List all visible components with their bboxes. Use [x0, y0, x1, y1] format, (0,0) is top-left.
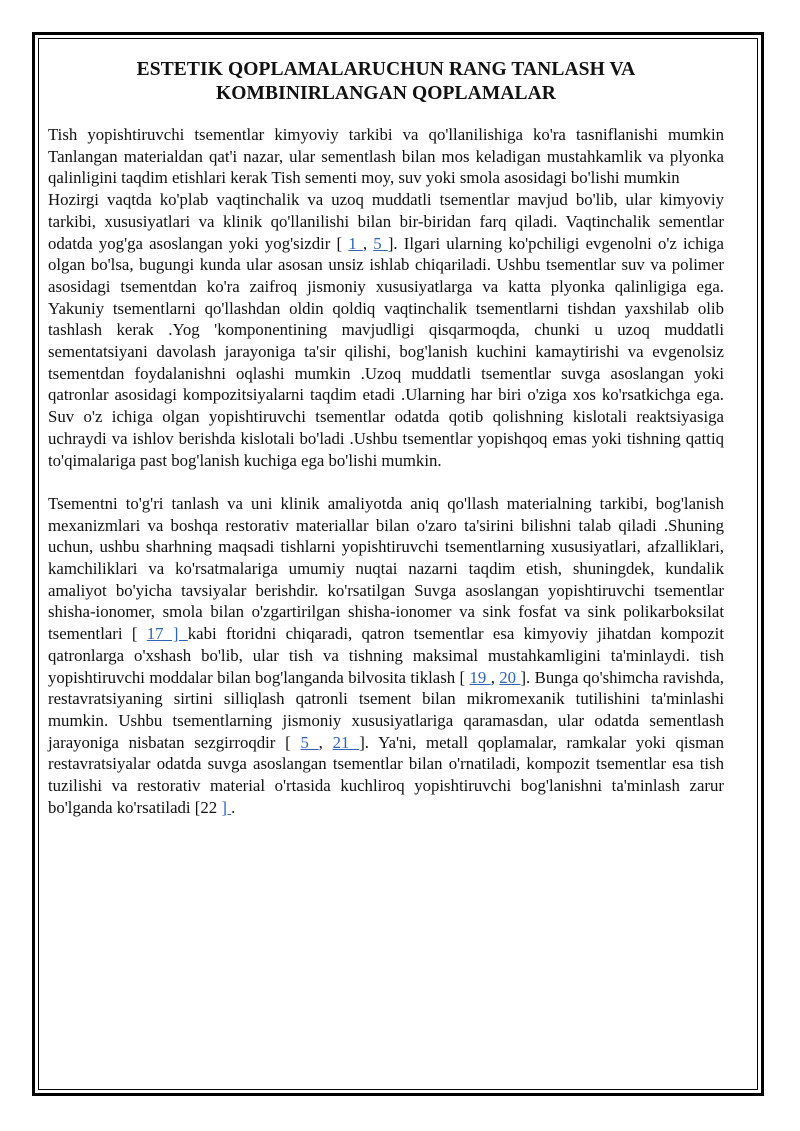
paragraph-3-text: Tsementni to'g'ri tanlash va uni klinik amaliyotda aniq qo'llash materialning tarkibi, bog'lanish mexanizmlari va boshqa restorativ materiallar bilan o'zaro ta'sirini bilishni talab qiladi .Shuning uchun, ushbu sharhning maqsadi tishlarni yopishtiruvchi tsementlarning xususiyatlari, afzalliklari, kamchiliklari va ko'rsatmalariga umumiy nuqtai nazarni taqdim etish, shuningdek, kundalik amaliyot bo'yicha tavsiyalar berishdir. ko'rsatilgan Suvga asoslangan yopishtiruvchi tsementlar shisha-ionomer, smola bilan o'zgartirilgan shisha-ionomer va sink fosfat va sink polikarboksilat tsementlari [	[48, 493, 724, 644]
citation-link[interactable]: 21	[332, 732, 360, 752]
title-line-1: ESTETIK QOPLAMALARUCHUN RANG TANLASH VA	[136, 59, 636, 80]
paragraph-2-text: ,	[362, 233, 374, 253]
paragraph-3-text: ,	[490, 667, 500, 687]
document-body	[48, 58, 724, 818]
document-title	[48, 58, 724, 106]
paragraph-3	[48, 493, 724, 819]
citation-link[interactable]: 19	[469, 667, 491, 687]
paragraph-3-text: .	[231, 797, 236, 817]
citation-link[interactable]: 5	[300, 732, 319, 752]
citation-link[interactable]: 20	[499, 667, 521, 687]
paragraph-3-text: kabi ftoridni chiqaradi, qatron tsementlar esa kimyoviy jihatdan kompozit qatronlarga o'xshash bo'lib, ular tish va tishning maksimal mustahkamligini ta'minlaydi. tish yopishtiruvchi moddalar bilan bog'langanda bilvosita tiklash [	[48, 624, 724, 687]
citation-link[interactable]: ]	[221, 797, 232, 817]
paragraph-3-text: ]. Bunga qo'shimcha ravishda, restavratsiyaning sirtini silliqlash qatronli tsement bilan mikromexanik tutilishini ta'minlashi mumkin. Ushbu tsementlarning jismoniy xususiyatlariga qaramasdan, ular odatda sementlash jarayoniga nisbatan sezgirroqdir [	[48, 667, 724, 752]
paragraph-2-text: ]. Ilgari ularning ko'pchiligi evgenolni o'z ichiga olgan bo'lsa, bugungi kunda ular asosan unsiz ishlab chiqariladi. Ushbu tsementlar suv va polimer asosidagi tsementdan ko'ra zaifroq jismoniy xususiyatlarga va katta plyonka qalinligiga ega. Yakuniy tsementlarni qo'llashdan oldin qoldiq vaqtinchalik tsementlarni tishdan yaxshilab olib tashlash kerak .Yog 'komponentining mavjudligi qisqarmoqda, chunki u uzoq muddatli sementatsiyani davolash jarayoniga ta'sir qilishi, bog'lanish kuchini kamaytirishi va evgenolsiz tsementdan foydalanishni oqlashi mumkin .Uzoq muddatli tsementlar suvga asoslangan yoki qatronlar asosidagi kompozitsiyalarni taqdim etadi .Ularning har biri o'ziga xos ko'rsatkichga ega. Suv o'z ichiga olgan yopishtiruvchi tsementlar odatda qotib qolishning kislotali reaktsiyasiga uchraydi va ishlov berishda kislotali bo'ladi .Ushbu tsementlar yopishqoq emas yoki tishning qattiq to'qimalariga past bog'lanish kuchiga ega bo'lishi mumkin.	[48, 233, 724, 470]
citation-link[interactable]: 17 ]	[146, 624, 188, 644]
title-line-2: KOMBINIRLANGAN QOPLAMALAR	[216, 83, 556, 104]
paragraph-2	[48, 189, 724, 471]
paragraph-3-text: ,	[318, 732, 333, 752]
citation-link[interactable]: 1	[348, 233, 363, 253]
paragraph-1: Tish yopishtiruvchi tsementlar kimyoviy tarkibi va qo'llanilishiga ko'ra tasniflanishi mumkin Tanlangan materialdan qat'i nazar, ular sementlash bilan mos keladigan mustahkamlik va plyonka qalinligini taqdim etishlari kerak Tish sementi moy, suv yoki smola asosidagi bo'lishi mumkin	[48, 125, 724, 188]
citation-link[interactable]: 5	[373, 233, 388, 253]
paragraph-3-text: ]. Ya'ni, metall qoplamalar, ramkalar yoki qisman restavratsiyalar odatda suvga asoslangan tsementlar bilan o'rnatiladi, kompozit tsementlar esa tish tuzilishi va restorativ material o'rtasida kuchliroq yopishtiruvchi bog'lanishni ta'minlash zarur bo'lganda ko'rsatiladi [22	[48, 732, 725, 817]
paragraph-2-text: Hozirgi vaqtda ko'plab vaqtinchalik va uzoq muddatli tsementlar mavjud bo'lib, ular kimyoviy tarkibi, xususiyatlari va klinik qo'llanilishi bilan bir-biridan farq qiladi. Vaqtinchalik sementlar odatda yog'ga asoslangan yoki yog'sizdir [	[48, 190, 724, 253]
